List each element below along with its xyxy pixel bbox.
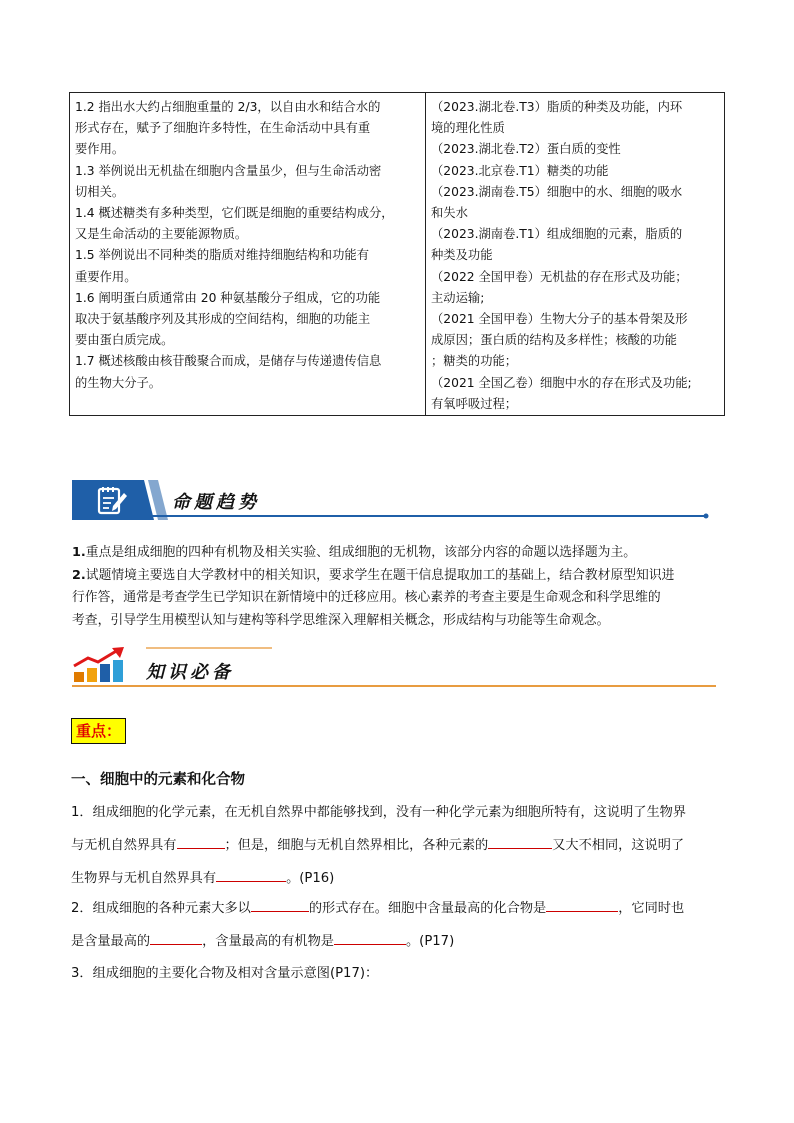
table-line: （2023.湖南卷.T1）组成细胞的元素，脂质的 <box>431 227 683 242</box>
table-line: 种类及功能 <box>431 248 493 263</box>
fill-blank[interactable] <box>488 834 552 849</box>
table-line: （2023.北京卷.T1）糖类的功能 <box>431 163 609 178</box>
question-line: 1．组成细胞的化学元素，在无机自然界中都能够找到，没有一种化学元素为细胞所特有，这说明了生物界 <box>71 805 687 820</box>
table-line: 1.2 指出水大约占细胞重量的 2/3，以自由水和结合水的 <box>75 100 381 114</box>
table-line: 成原因；蛋白质的结构及多样性；核酸的功能 <box>431 333 677 348</box>
question-3 <box>71 957 726 990</box>
question-line: 2．组成细胞的各种元素大多以 的形式存在。细胞中含量最高的化合物是 ，它同时也 <box>71 892 726 925</box>
banner-decoration <box>72 478 712 522</box>
table-line: （2022 全国甲卷）无机盐的存在形式及功能； <box>431 269 688 284</box>
key-points-label: 重点： <box>71 718 126 744</box>
notepad-pencil-icon <box>96 484 130 516</box>
question-line: 与无机自然界具有 ；但是，细胞与无机自然界相比，各种元素的 又大不相同，这说明了 <box>71 829 726 862</box>
table-line: 取决于氨基酸序列及其形成的空间结构，细胞的功能主 <box>75 312 371 327</box>
table-line: 1.6 阐明蛋白质通常由 20 种氨基酸分子组成，它的功能 <box>75 290 381 305</box>
exam-references-cell <box>426 93 725 416</box>
fill-blank[interactable] <box>216 867 286 882</box>
table-line: 和失水 <box>431 206 468 221</box>
table-line: 重要作用。 <box>75 269 137 284</box>
table-line: 的生物大分子。 <box>75 375 162 390</box>
question-1 <box>71 796 726 895</box>
question-2 <box>71 892 726 958</box>
section-banner-knowledge <box>72 644 716 690</box>
table-line: 又是生命活动的主要能源物质。 <box>75 227 248 242</box>
table-line: 要由蛋白质完成。 <box>75 333 174 348</box>
trend-item-2-cont: 行作答，通常是考查学生已学知识在新情境中的迁移应用。核心素养的考查主要是生命观念和科学思维的 <box>72 590 661 605</box>
table-row <box>70 93 725 416</box>
table-line: 境的理化性质 <box>431 121 505 136</box>
question-line: 生物界与无机自然界具有 。(P16) <box>71 862 726 895</box>
table-line: 1.7 概述核酸由核苷酸聚合而成，是储存与传递遗传信息 <box>75 354 382 369</box>
trend-item-2: 2.试题情境主要选自大学教材中的相关知识，要求学生在题干信息提取加工的基础上，结合教材原型知识进 <box>72 567 675 583</box>
table-line: 主动运输; <box>431 290 485 305</box>
table-line: （2023.湖北卷.T2）蛋白质的变性 <box>431 142 621 157</box>
trend-item-2-cont: 考查，引导学生用模型认知与建构等科学思维深入理解相关概念，形成结构与功能等生命观念。 <box>72 612 610 628</box>
table-line: （2023.湖北卷.T3）脂质的种类及功能，内环 <box>431 100 683 114</box>
table-line: ；糖类的功能； <box>431 354 518 369</box>
fill-blank[interactable] <box>546 897 618 912</box>
fill-blank[interactable] <box>334 930 406 945</box>
curriculum-standards-cell <box>70 93 426 416</box>
curriculum-exam-table <box>69 92 725 416</box>
question-line: 是含量最高的 ，含量最高的有机物是 。(P17) <box>71 925 726 958</box>
table-line: 形式存在，赋予了细胞许多特性，在生命活动中具有重 <box>75 121 371 136</box>
table-line: （2021 全国甲卷）生物大分子的基本骨架及形 <box>431 312 688 327</box>
section-heading: 一、细胞中的元素和化合物 <box>71 772 245 788</box>
trend-paragraphs <box>72 542 722 632</box>
trend-item-1: 1.重点是组成细胞的四种有机物及相关实验、组成细胞的无机物，该部分内容的命题以选择题为主。 <box>72 545 637 560</box>
section-title: 命题趋势 <box>172 492 260 513</box>
rising-bar-chart-icon <box>72 646 128 684</box>
fill-blank[interactable] <box>150 930 202 945</box>
table-line: 要作用。 <box>75 142 125 157</box>
fill-blank[interactable] <box>177 834 225 849</box>
question-line: 3．组成细胞的主要化合物及相对含量示意图(P17)： <box>71 966 379 981</box>
table-line: 1.5 举例说出不同种类的脂质对维持细胞结构和功能有 <box>75 248 369 263</box>
section-banner-trend <box>72 478 712 522</box>
table-line: 切相关。 <box>75 184 125 199</box>
table-line: （2021 全国乙卷）细胞中水的存在形式及功能; <box>431 375 692 390</box>
table-line: 有氧呼吸过程； <box>431 396 518 411</box>
section-title: 知识必备 <box>146 662 234 683</box>
table-line: （2023.湖南卷.T5）细胞中的水、细胞的吸水 <box>431 184 683 199</box>
fill-blank[interactable] <box>251 897 309 912</box>
table-line: 1.3 举例说出无机盐在细胞内含量虽少，但与生命活动密 <box>75 163 382 178</box>
table-line: 1.4 概述糖类有多种类型，它们既是细胞的重要结构成分， <box>75 206 394 221</box>
